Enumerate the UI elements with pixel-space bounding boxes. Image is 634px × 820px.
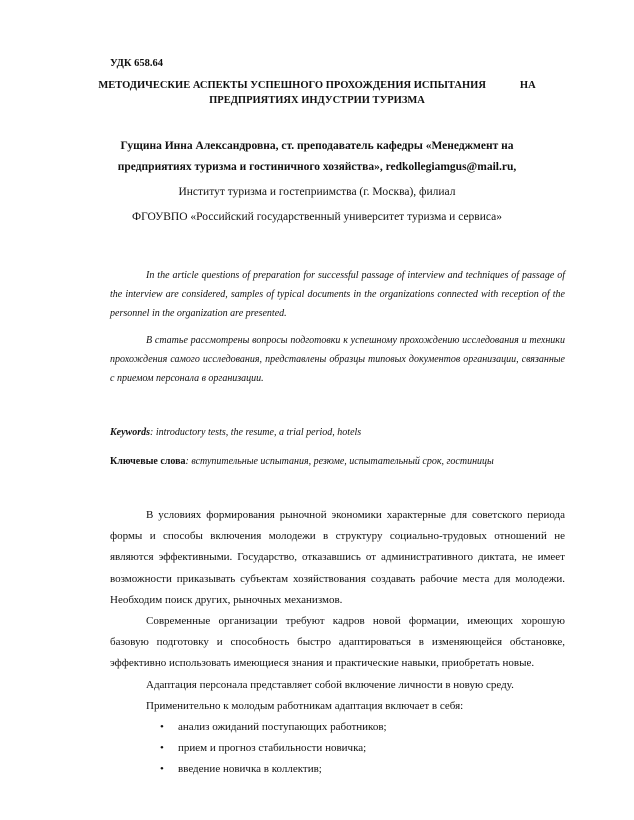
author-line-2: предприятиях туризма и гостиничного хозяйства», redkollegiamgus@mail.ru,	[117, 161, 517, 173]
keywords-russian-label: Ключевые слова	[110, 456, 186, 467]
abstract-russian-text: В статье рассмотрены вопросы подготовки к успешному прохождению исследования и техники прохождения самого исследования, представлены образцы типовых документов организации, связанные с приемом персонала в организации.	[110, 335, 565, 384]
institute-line-2: ФГОУВПО «Российский государственный университет туризма и сервиса»	[132, 211, 502, 223]
paper-title-line-1	[0, 80, 634, 91]
keywords-english-label: Keywords	[110, 427, 150, 438]
abstract-russian	[110, 331, 565, 388]
list-item	[160, 759, 565, 780]
body-text	[110, 505, 565, 781]
keywords-russian	[110, 456, 494, 467]
abstract-english	[110, 266, 565, 323]
keywords-english	[110, 427, 361, 438]
abstract-english-text: In the article questions of preparation for successful passage of interview and techniques of passage of the interview are considered, samples of typical documents in the organizations connected with reception of the personnel in the organization are presented.	[110, 270, 565, 319]
list-item	[160, 717, 565, 738]
paragraph-2: Современные организации требуют кадров новой формации, имеющих хорошую базовую подготовку и способность быстро адаптироваться в изменяющейся обстановке, эффективно использовать имеющиеся знания и практические навыки, приобретать новые.	[110, 615, 565, 670]
adaptation-list	[110, 717, 565, 781]
list-item-text: введение новичка в коллектив;	[178, 763, 322, 776]
paper-title-tail: НА	[519, 80, 536, 91]
bullet-icon: •	[160, 763, 164, 776]
author-line-1: Гущина Инна Александровна, ст. преподаватель кафедры «Менеджмент на	[120, 140, 514, 152]
paper-title-line-2: ПРЕДПРИЯТИЯХ ИНДУСТРИИ ТУРИЗМА	[209, 95, 425, 106]
paragraph-3: Адаптация персонала представляет собой включение личности в новую среду.	[146, 678, 514, 691]
list-item-text: прием и прогноз стабильности новичка;	[178, 742, 367, 755]
paper-title-text: МЕТОДИЧЕСКИЕ АСПЕКТЫ УСПЕШНОГО ПРОХОЖДЕНИЯ ИСПЫТАНИЯ	[98, 80, 486, 91]
keywords-russian-text: : вступительные испытания, резюме, испытательный срок, гостиницы	[185, 456, 494, 467]
bullet-icon: •	[160, 721, 164, 734]
paragraph-4: Применительно к молодым работникам адаптация включает в себя:	[146, 699, 464, 712]
udk-code: УДК 658.64	[110, 58, 163, 69]
bullet-icon: •	[160, 742, 164, 755]
list-item	[160, 738, 565, 759]
list-item-text: анализ ожиданий поступающих работников;	[178, 721, 387, 734]
institute-line-1: Институт туризма и гостеприимства (г. Москва), филиал	[178, 186, 456, 198]
paragraph-1: В условиях формирования рыночной экономики характерные для советского периода формы и способы включения молодежи в структуру социально-трудовых отношений не являются эффективными. Государство, отказавшись от административного диктата, не имеет возможности приказывать субъектам хозяйствования создавать рабочие места для молодежи. Необходим поиск других, рыночных механизмов.	[110, 509, 565, 606]
keywords-english-text: : introductory tests, the resume, a trial period, hotels	[150, 427, 362, 438]
